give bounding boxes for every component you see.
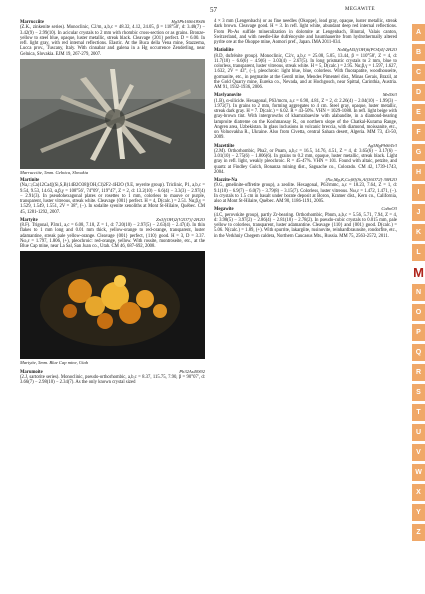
mineral-formula: CaSnO3 xyxy=(381,206,397,212)
mineral-formula: NaMgAl5[(OH)6(PO4)4]·2H2O xyxy=(337,47,397,53)
mineral-entry xyxy=(214,92,397,140)
mineral-name: Matioliite xyxy=(214,48,234,54)
tab-letter-l[interactable]: L xyxy=(412,244,425,261)
mineral-entry xyxy=(20,369,205,386)
mineral-formula: (Na,Mg,K,Ca)8[(Si,Al)36O72]·30H2O xyxy=(325,177,397,182)
left-column xyxy=(20,19,205,387)
mineral-entry xyxy=(214,206,397,239)
page-header xyxy=(22,5,405,16)
tab-letter-x[interactable]: X xyxy=(412,484,425,501)
running-title: MEGAWITE xyxy=(344,7,375,12)
mineral-name: Mazzite-Na xyxy=(214,178,238,183)
mineral-name: Marumoite xyxy=(20,369,43,375)
tab-letter-a[interactable]: A xyxy=(412,24,425,41)
mineral-entry xyxy=(214,177,397,204)
mineral-description: (8.F). Trigonal, P3m1, a,c = 6.08, 7.18, Z = 1, d: 7.20(10) − 2.97(5) − 2.63(4) − 2.47(4). In thin flakes to 1 mm long and 0.01 mm thick, yellow-orange to red-orange, transparent, luster adamantine, streak pale yellow-orange. Cleavage {001} perfect, {110} good. H = 3, D = 3.37. Nω,ε = 1.797, 1.806, (+), pleochroic: red-orange, yellow. With rossite, montroseite, etc., at the Blue Cap mine, near La Sal, San Juan co., Utah. CM 46, 687-692, 2008. xyxy=(20,223,205,249)
tab-letter-b[interactable]: B xyxy=(412,44,425,61)
photo-caption-marrucciite: Marrucciite, 5mm. Gelnica, Slovakia xyxy=(20,169,89,175)
tab-letter-i[interactable]: I xyxy=(412,184,425,201)
mineral-description: (4.C, perovskite group), partly Zr-bearing. Orthorhombic, Pbnm, a,b,c = 5.56, 5.71, 7.94, Z = 4, d: 3.98(5) − 3.97(2) − 2.86(4) − 2.81(10) − 2.78(2). In pseudo-cubic crystals to 0.015 mm, pale yellow to colorless, transparent, luster adamantine. Cleavage {110} and {001} good. D(calc.) = 5.06. N(calc.) = 1.89, (+). With spurrite, lakargiite, rusinovite, reinhardbraunsite, rondorfite, etc., in the Verkhniy Chegem caldera, Northern Caucasus Mts., Russia. MM 75, 2563-2572, 2011. xyxy=(214,212,397,239)
tab-letter-p[interactable]: P xyxy=(412,324,425,341)
tab-letter-q[interactable]: Q xyxy=(412,344,425,361)
right-column xyxy=(214,19,397,241)
entries-bottom xyxy=(20,369,205,386)
tab-letter-w[interactable]: W xyxy=(412,464,425,481)
tab-letter-u[interactable]: U xyxy=(412,424,425,441)
mineral-description: (9.G, gmelinite-offretite group), a zeolite. Hexagonal, P63/mmc, a,c = 18.23, 7.64, Z = 1, d: 9.1(10) − 6.9(7) − 6.0(7) − 3.79(8) − 3.15(7). Colorless, luster vitreous. Nω,ε = 1.472, 1.471, (−). In crystals to 1.5 cm in basalt under borate deposit at Boron, Kramer dist., Kern co., California, also at Mont St-Hilaire, Québec. AM 90, 1186-1191, 2005. xyxy=(214,183,397,204)
mineral-photo-marrucciite xyxy=(20,59,205,169)
tab-letter-h[interactable]: H xyxy=(412,164,425,181)
tab-letter-v[interactable]: V xyxy=(412,444,425,461)
tab-letter-g[interactable]: G xyxy=(412,144,425,161)
mineral-description: (Z.K., zinkenite series). Monoclinic, C2/m, a,b,c = 48.32, 4.12, 24.05, β = 118°50′, d: 3.48(7) − 3.42(9) − 2.99(10). In acicular crystals to 2 mm with rhombic cross-section or as grains. Bronze-yellow to steel blue, opaque, luster metallic, streak black. Cleavage {201} perfect. D = 6.00. In refl. light gray, with red internal reflections. Elastic. At the Buca della Vena mine, Stazzema, Lucca prov., Tuscany, Italy. With cinnabar and galena in a Hg occurrence Zenderling, near Gelnica, Slovakia. EJM 19, 267-279, 2007. xyxy=(20,25,205,57)
photo-martyite xyxy=(20,251,205,359)
entries-middle xyxy=(20,178,205,249)
mineral-name: Mavlyanovite xyxy=(214,93,242,99)
tab-letter-e[interactable]: E xyxy=(412,104,425,121)
mineral-entry xyxy=(20,178,205,215)
tab-letter-s[interactable]: S xyxy=(412,384,425,401)
continued-text: 4 × 3 mm (Lengenbach) or as fine needles (Okoppe), lead gray, opaque, luster metallic, streak dark brown. Cleavage good. H = 3. In refl. light white, abundant deep red internal reflections. From Pb-As sulfide mineralization in dolomite at Lengenbach, Binntal, Valais canton, Switzerland, and with needle-like dufrénoysite and baumhauerite from hydrothermally altered pyrite ore at the Okoppe mine, Aomori pref., Japan. IMA 2011-034. xyxy=(214,19,397,45)
mineral-formula: Mn5Si3 xyxy=(382,92,397,98)
tab-letter-j[interactable]: J xyxy=(412,204,425,221)
mineral-entry xyxy=(20,19,205,57)
mineral-formula: Zn3[(OH)2(V2O7)]·2H2O xyxy=(156,216,205,222)
tab-letter-o[interactable]: O xyxy=(412,304,425,321)
mineral-formula: Ag3HgPbSbTe3 xyxy=(367,142,397,148)
mineral-entry xyxy=(214,47,397,90)
mineral-name: Megawite xyxy=(214,207,234,213)
entries-right xyxy=(214,47,397,239)
tab-letter-z[interactable]: Z xyxy=(412,524,425,541)
mineral-entry xyxy=(214,143,397,176)
mineral-description: (Na,□,Ca)12Ca4[(Si,S,B)14B2O38](OH,Cl)2F2·4H2O (9.E, reyerite group). Triclinic, P1, a,b,c = 9.54, 9.53, 14.63, α,β,γ = 108°56′, 74°09′, 119°47′, Z = 2, d: 13.2(10) − 6.6(4) − 3.3(3) − 2.97(4) − 2.91(3). In pseudohexagonal plates or rosettes to 1 mm, colorless to mauve or purple, transparent, luster vitreous, streak white. Cleavage {001} perfect. H = 4, D(calc.) = 2.51. Nα,β,γ = 1.529, 1.549, 1.551, 2V = 38°, (−). In sodalite syenite xenoliths at Mont St-Hilaire, Québec. CM 45, 1281-1292, 2007. xyxy=(20,183,205,215)
page-number: 57 xyxy=(210,6,217,14)
tab-letter-c[interactable]: C xyxy=(412,64,425,81)
mineral-name: Marrucciite xyxy=(20,20,44,25)
mineral-name: Martinite xyxy=(20,178,40,183)
tab-letter-k[interactable]: K xyxy=(412,224,425,241)
tab-letter-m[interactable]: M xyxy=(413,265,424,280)
tab-letter-d[interactable]: D xyxy=(412,84,425,101)
entries-top xyxy=(20,19,205,57)
photo-caption-martyite: Martyite, 5mm. Blue Cap mine, Utah xyxy=(20,360,89,366)
mineral-formula: Hg3Pb16Sb18S46 xyxy=(171,19,205,24)
tab-letter-t[interactable]: T xyxy=(412,404,425,421)
mineral-description: (8.D, dufrénite group). Monoclinic, C2/c, a,b,c = 25.08, 5.05, 13.44, β = 110°58′, Z = 4, d: 11.7(10) − 6.6(6) − 4.9(6) − 3.03(4) − 2.67(5). In long prismatic crystals to 2 mm, blue to colorless, transparent, luster vitreous, streak white. H = 5, D(calc.) = 2.95. Nα,β,γ = 1.597, 1.627, 1.632, 2V = 43°, (−), pleochroic: light blue, blue, colorless. With fluorapatite, woodhouseite, gormanite, etc., in pegmatite at the Gentil mine, Mendes Pimentel dist., Minas Gerais, Brazil, at the Gold Quarry mine, Eureka co., Nevada, and at Hochgosch, near Spittal, Carinthia, Austria. AM 91, 1932-1936, 2006. xyxy=(214,53,397,90)
mineral-description: (1.B), α-silicide. Hexagonal, P63/mcm, a,c = 6.90, 4.81, Z = 2, d: 2.26(4) − 2.04(10) − 1.99(3) − 1.972(7). In grains to 2 mm, forming aggregates to 4 cm. Steel gray, opaque, luster metallic, streak dark gray. H = 7. D(calc.) = 6.02. R = 43-50%. VHN = 1029-1088. In refl. light beige with gray-brown tint. With intergrowths of khamrabaevite with alabandite, in a diamond-bearing lamproite diatreme on the Koshmansay R., on northern slope of the Chatkal-Kurama Range, Angren area, Uzbekistan. In glass inclusions in volcanic breccia, with diamond, moissanite, etc., on Volnovakha R., Ukraine. Also from Civetta, central Sahara desert, Algeria. MM 73, 43-50, 2009. xyxy=(214,98,397,141)
mineral-formula: Pb32As40S92 xyxy=(179,368,205,374)
tab-letter-f[interactable]: F xyxy=(412,124,425,141)
tab-letter-r[interactable]: R xyxy=(412,364,425,381)
mineral-description: (2.M). Orthorhombic, Pba2, or Pnam, a,b,c = 16.5, 14.76, 4.51, Z = 4, d: 3.65(6) − 3.17(6) − 3.01(10) − 2.75(6) − 1.806(6). In grains to 0.2 mm, opaque, luster metallic, streak black. Light gray in refl. light, weakly pleochroic. R = 45-47%. VHN = 101. Found with altaic, petzite, and quartz at Findley Gulch, Bonanza mining dist., Saguache co., Colorado. CM 42, 1739-1743, 2004. xyxy=(214,148,397,175)
mineral-name: Martyite xyxy=(20,217,38,223)
mineral-photo-martyite xyxy=(20,251,205,359)
mineral-name: Mazettiite xyxy=(214,143,235,149)
mineral-description: (2.J, sartorite series). Monoclinic, pseudo-orthorhombic, a,b,c = 8.37, 115.75, 7.90, β = 90°07′, d: 3.66(7) − 2.98(10) − 2.34(7). As the only known crystal sized xyxy=(20,374,205,385)
mineral-entry xyxy=(20,217,205,250)
tab-letter-n[interactable]: N xyxy=(412,284,425,301)
tab-letter-y[interactable]: Y xyxy=(412,504,425,521)
photo-marrucciite xyxy=(20,59,205,169)
alphabet-index-tabs xyxy=(412,24,425,568)
